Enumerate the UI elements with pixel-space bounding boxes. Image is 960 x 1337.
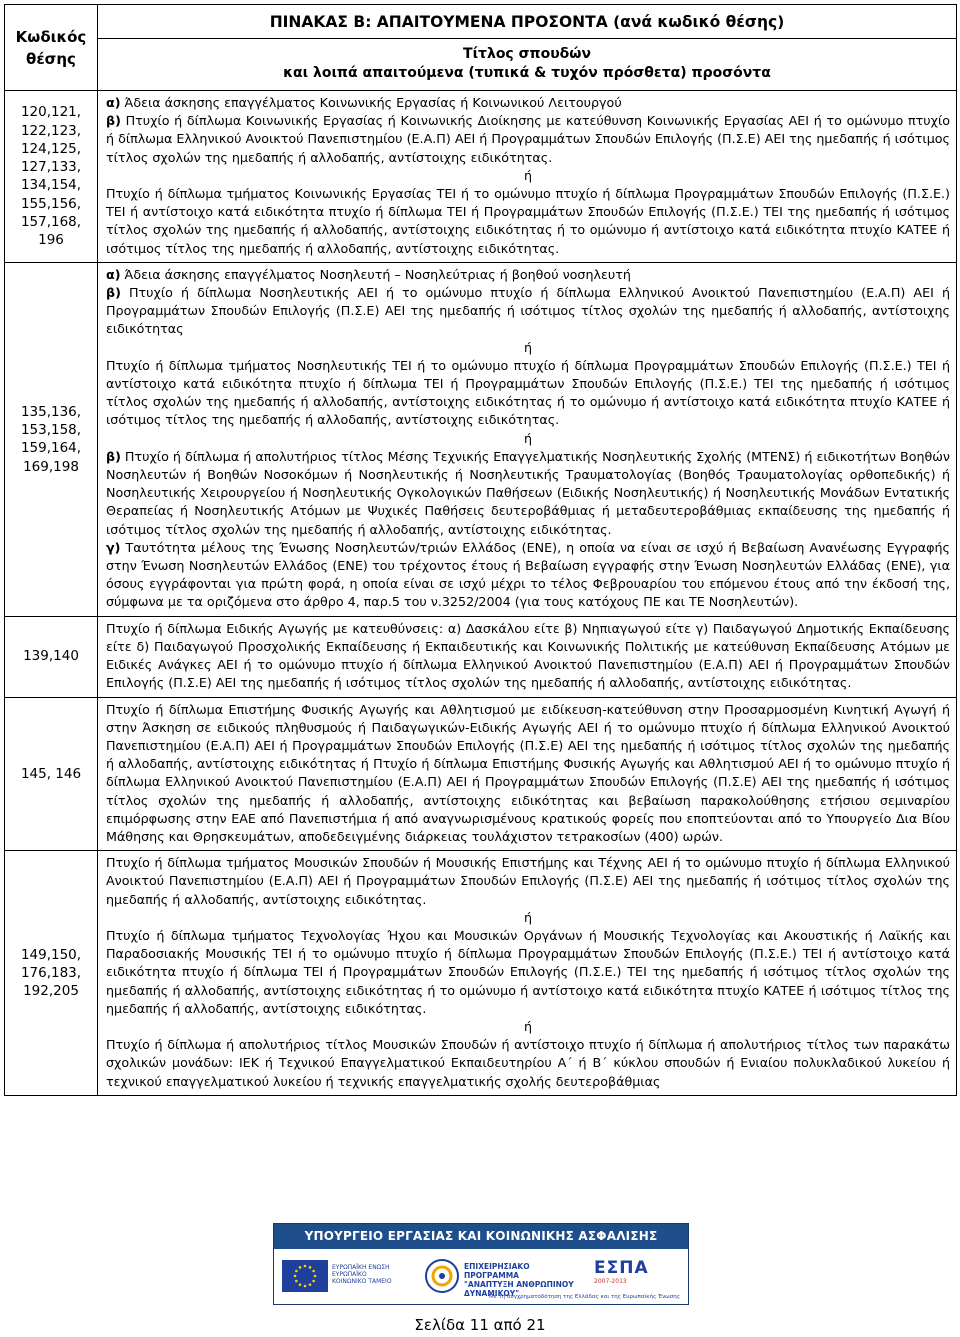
eu-star-icon <box>312 1280 315 1283</box>
qualification-text: Πτυχίο ή δίπλωμα τμήματος Μουσικών Σπουδών ή Μουσικής Επιστήμης και Τέχνης ΑΕΙ ή το ομώνυμο πτυχίο ή δίπλωμα Ελληνικού Ανοικτού Πανεπιστημίου (Ε.Α.Π) ΑΕΙ ή Προγραμμάτων Σπουδών Επιλογής (Π.Σ.Ε) ΑΕΙ της ημεδαπής ή ισότιμος τίτλος σχολών της ημεδαπής ή αλλοδαπής, αντίστοιχης ειδικότητας. <box>106 855 950 907</box>
cofunding-caption: Με τη συγχρηματοδότηση της Ελλάδας και της Ευρωπαϊκής Ένωσης <box>489 1294 680 1300</box>
eu-star-icon <box>309 1266 312 1269</box>
qualification-paragraph <box>106 448 950 539</box>
eu-flag-icon <box>282 1260 328 1292</box>
code-header-line1: Κωδικός <box>15 27 87 46</box>
qualifications-cell <box>98 616 957 697</box>
table-row <box>5 697 957 851</box>
eu-star-icon <box>304 1265 307 1268</box>
qualification-paragraph <box>106 854 950 909</box>
operational-programme-logo-icon <box>424 1258 460 1294</box>
qualification-text: Πτυχίο ή δίπλωμα ή απολυτήριος τίτλος Μέσης Τεχνικής Επαγγελματικής Νοσηλευτικής Σχολής (ΜΤΕΝΣ) ή ειδικοτήτων Βοηθών Νοσηλευτών ή Βοηθών Νοσοκόμων ή Νοσηλευτικής ή Νοσηλευτικής Τραυματολογίας (Βοηθός Τραυματολογίας ορθοπεδικής) ή Νοσηλευτικής Χειρουργείου ή Νοσηλευτικής Ογκολογικών Παθήσεων (Ειδικής Νοσηλευτικής) ή Νοσηλευτικής Μονάδων Εντατικής Θεραπείας ή Νοσηλευτικής Ατόμων με Ψυχικές Παθήσεις δευτεροβάθμιας ή μεταδευτεροβάθμιας εκπαίδευσης της ημεδαπής ή ισότιμος τίτλος σχολών της ημεδαπής ή αλλοδαπής, αντίστοιχης ειδικότητας. <box>106 448 950 537</box>
position-codes: 120,121, 122,123, 124,125, 127,133, 134,154, 155,156, 157,168, 196 <box>5 91 98 263</box>
espa-years: 2007-2013 <box>594 1278 627 1285</box>
or-separator: ή <box>523 1018 533 1034</box>
qualification-text: Άδεια άσκησης επαγγέλματος Κοινωνικής Εργασίας ή Κοινωνικού Λειτουργού <box>120 95 622 110</box>
qualifications-cell <box>98 851 957 1096</box>
eu-star-icon <box>299 1266 302 1269</box>
funding-banner <box>273 1223 689 1305</box>
item-marker: β) <box>106 448 121 464</box>
qualifications-column-header <box>98 39 957 91</box>
op-line2: "ΑΝΑΠΤΥΞΗ ΑΝΘΡΩΠΙΝΟΥ ΔΥΝΑΜΙΚΟΥ" <box>464 1280 574 1298</box>
eu-star-icon <box>299 1283 302 1286</box>
qualification-paragraph <box>106 185 950 258</box>
eu-star-icon <box>294 1275 297 1278</box>
position-codes: 135,136, 153,158, 159,164, 169,198 <box>5 262 98 616</box>
qualification-paragraph <box>106 927 950 1018</box>
item-marker: β) <box>106 113 121 129</box>
qualifications-cell <box>98 262 957 616</box>
position-codes: 145, 146 <box>5 697 98 851</box>
qualifications-cell <box>98 697 957 851</box>
qualification-text: Πτυχίο ή δίπλωμα Επιστήμης Φυσικής Αγωγής και Αθλητισμού με ειδίκευση-κατεύθυνση στην Προσαρμοσμένη Κινητική Αγωγή ή στην Άσκηση σε ειδικούς πληθυσμούς ή Παιδαγωγικών-Ειδικής Αγωγής ΑΕΙ ή το ομώνυμο πτυχίο ή δίπλωμα Ελληνικού Ανοικτού Πανεπιστημίου (Ε.Α.Π) ΑΕΙ ή Προγραμμάτων Σπουδών Επιλογής (Π.Σ.Ε) ΑΕΙ της ημεδαπής ή ισότιμος τίτλος σχολών της ημεδαπής ή αλλοδαπής, αντίστοιχης ειδικότητας ή Πτυχίο ή δίπλωμα Επιστήμης Φυσικής Αγωγής και Αθλητισμού ΑΕΙ ή το ομώνυμο πτυχίο ή δίπλωμα Ελληνικού Ανοικτού Πανεπιστημίου (Ε.Α.Π) ΑΕΙ ή Προγραμμάτων Σπουδών Επιλογής (Π.Σ.Ε) ΑΕΙ της ημεδαπής ή ισότιμος τίτλος σχολών της ημεδαπής ή αλλοδαπής, αντίστοιχης ειδικότητας και βεβαίωση παρακολούθησης ετήσιου σεμιναρίου επιμόρφωσης στην ΕΑΕ από Πανεπιστήμια ή από αναγνωρισμένους κρατικούς φορείς που εποπτεύονται από το Υπουργείο Δια Βίου Μάθησης και Θρησκευμάτων, αποδεδειγμένης διάρκειας τουλάχιστον τετρακοσίων (400) ωρών. <box>106 701 950 844</box>
op-line1: ΕΠΙΧΕΙΡΗΣΙΑΚΟ ΠΡΟΓΡΑΜΜΑ <box>464 1262 530 1280</box>
qualification-text: Πτυχίο ή δίπλωμα ή απολυτήριος τίτλος Μουσικών Σπουδών ή αντίστοιχο πτυχίο ή δίπλωμα ή απολυτήριος τίτλος των παρακάτω σχολικών μονάδων: ΙΕΚ ή Τεχνικού Επαγγελματικού Εκπαιδευτηρίου Α΄ ή Β΄ κύκλου σπουδών ή Ενιαίου πολυκλαδικού λυκείου ή τεχνικού επαγγελματικού λυκείου ή τεχνικής επαγγελματικής σχολής δευτεροβάθμιας <box>106 1037 950 1089</box>
page-number: Σελίδα 11 από 21 <box>414 1316 546 1334</box>
qualifications-header-line1: Τίτλος σπουδών <box>463 46 591 62</box>
code-header-line2: θέσης <box>26 49 76 68</box>
eu-caption: ΕΥΡΩΠΑΪΚΗ ΕΝΩΣΗ ΕΥΡΩΠΑΪΚΟ ΚΟΙΝΩΝΙΚΟ ΤΑΜΕΙΟ <box>332 1264 392 1285</box>
table-row <box>5 262 957 616</box>
qualification-text: Πτυχίο ή δίπλωμα Ειδικής Αγωγής με κατευθύνσεις: α) Δασκάλου είτε β) Νηπιαγωγού είτε γ) Παιδαγωγού Δημοτικής Εκπαίδευσης είτε δ) Παιδαγωγού Προσχολικής Εκπαίδευσης ή Εκπαιδευτικής και Κοινωνικής Πολιτικής με κατεύθυνση Εκπαίδευσης Ατόμων με Ειδικές Ανάγκες ΑΕΙ ή το ομώνυμο πτυχίο ή δίπλωμα Ελληνικού Ανοικτού Πανεπιστημίου (Ε.Α.Π) ΑΕΙ ή Προγραμμάτων Σπουδών Επιλογής (Π.Σ.Ε) ΑΕΙ της ημεδαπής ή ισότιμος τίτλος σχολών της ημεδαπής ή αλλοδαπής, αντίστοιχης ειδικότητας. <box>106 620 950 691</box>
espa-word: ΕΣΠΑ <box>594 1258 649 1278</box>
eu-star-icon <box>304 1285 307 1288</box>
espa-logo <box>594 1258 680 1296</box>
qualification-text: Άδεια άσκησης επαγγέλματος Νοσηλευτή – Νοσηλεύτριας ή βοηθού νοσηλευτή <box>120 266 631 282</box>
qualification-paragraph <box>106 94 950 112</box>
requirements-table <box>4 4 957 1096</box>
qualification-paragraph <box>106 266 950 284</box>
qualification-text: Πτυχίο ή δίπλωμα τμήματος Νοσηλευτικής ΤΕΙ ή το ομώνυμο πτυχίο ή δίπλωμα Προγραμμάτων Σπουδών Επιλογής (Π.Σ.Ε.) ΤΕΙ ή αντίστοιχο κατά ειδικότητα πτυχίο ή δίπλωμα ΤΕΙ ή Προγραμμάτων Σπουδών Επιλογής (Π.Σ.Ε.) ΤΕΙ της ημεδαπής ή ισότιμος τίτλος σχολών της ημεδαπής ή αλλοδαπής, αντίστοιχης ειδικότητας ή το ομώνυμο ή αντίστοιχο κατά ειδικότητα πτυχίο ΚΑΤΕΕ ή ισότιμος τίτλος της ημεδαπής ή αλλοδαπής, αντίστοιχης ειδικότητας. <box>106 357 950 428</box>
qualification-paragraph <box>106 112 950 167</box>
item-marker: β) <box>106 285 121 301</box>
qualification-text: Πτυχίο ή δίπλωμα τμήματος Τεχνολογίας Ήχου και Μουσικών Οργάνων ή Μουσικής Τεχνολογίας και Ακουστικής ή Λαϊκής και Παραδοσιακής Μουσικής ΤΕΙ ή το ομώνυμο πτυχίο ή δίπλωμα Προγραμμάτων Σπουδών Επιλογής (Π.Σ.Ε.) ΤΕΙ ή αντίστοιχο κατά ειδικότητα πτυχίο ή δίπλωμα ΤΕΙ ή Προγραμμάτων Σπουδών Επιλογής (Π.Σ.Ε.) ΤΕΙ της ημεδαπής ή ισότιμος τίτλος σχολών της ημεδαπής ή αλλοδαπής, αντίστοιχης ειδικότητας ή το ομώνυμο ή αντίστοιχο κατά ειδικότητα πτυχίο ΚΑΤΕΕ ή ισότιμος τίτλος της ημεδαπής ή αλλοδαπής, αντίστοιχης ειδικότητας. <box>106 927 950 1016</box>
item-marker: γ) <box>106 539 121 555</box>
table-title: ΠΙΝΑΚΑΣ Β: ΑΠΑΙΤΟΥΜΕΝΑ ΠΡΟΣΟΝΤΑ (ανά κωδικό θέσης) <box>98 5 957 39</box>
table-row <box>5 91 957 263</box>
qualification-paragraph <box>106 620 950 693</box>
position-codes: 149,150, 176,183, 192,205 <box>5 851 98 1096</box>
qualification-paragraph <box>106 701 950 847</box>
qualifications-header-line2: και λοιπά απαιτούμενα (τυπικά & τυχόν πρόσθετα) προσόντα <box>283 65 771 81</box>
operational-programme-text <box>464 1262 584 1298</box>
eu-star-icon <box>312 1270 315 1273</box>
ministry-name: ΥΠΟΥΡΓΕΙΟ ΕΡΓΑΣΙΑΣ ΚΑΙ ΚΟΙΝΩΝΙΚΗΣ ΑΣΦΑΛΙΣΗΣ <box>274 1224 688 1249</box>
qualification-paragraph <box>106 539 950 612</box>
eu-star-icon <box>295 1270 298 1273</box>
eu-star-icon <box>295 1280 298 1283</box>
qualification-text: Ταυτότητα μέλους της Ένωσης Νοσηλευτών/τριών Ελλάδος (ΕΝΕ), η οποία να είναι σε ισχύ ή Βεβαίωση Ανανέωσης Εγγραφής στην Ένωση Νοσηλευτών Ελλάδος (ΕΝΕ) του τρέχοντος έτους ή Βεβαίωση εγγραφής στην Ένωση Νοσηλευτών Ελλάδας (ΕΝΕ), για όσους εγγράφονται για πρώτη φορά, η οποία είναι σε ισχύ μέχρι το τέλος Φεβρουαρίου του επόμενου έτους από την έκδοσή της, σύμφωνα με τα οριζόμενα στο άρθρο 4, παρ.5 του ν.3252/2004 (για τους κατόχους ΠΕ και ΤΕ Νοσηλευτών). <box>106 539 950 610</box>
qualification-paragraph <box>106 1036 950 1091</box>
qualification-text: Πτυχίο ή δίπλωμα τμήματος Κοινωνικής Εργασίας ΤΕΙ ή το ομώνυμο πτυχίο ή δίπλωμα Προγραμμάτων Σπουδών Επιλογής (Π.Σ.Ε.) ΤΕΙ ή αντίστοιχο κατά ειδικότητα πτυχίο ή δίπλωμα ΤΕΙ ή Προγραμμάτων Σπουδών Επιλογής (Π.Σ.Ε.) ΤΕΙ της ημεδαπής ή ισότιμος τίτλος σχολών της ημεδαπής ή αλλοδαπής, αντίστοιχης ειδικότητας ή το ομώνυμο ή αντίστοιχο κατά ειδικότητα πτυχίο ΚΑΤΕΕ ή ισότιμος τίτλος της ημεδαπής ή αλλοδαπής, αντίστοιχης ειδικότητας. <box>106 186 950 256</box>
item-marker: α) <box>106 266 121 282</box>
eu-star-icon <box>314 1275 317 1278</box>
qualification-text: Πτυχίο ή δίπλωμα Κοινωνικής Εργασίας ή Κοινωνικής Διοίκησης με κατεύθυνση Κοινωνικής Εργασίας ΑΕΙ ή το ομώνυμο πτυχίο ή δίπλωμα Ελληνικού Ανοικτού Πανεπιστημίου (Ε.Α.Π) ΑΕΙ ή Προγραμμάτων Σπουδών Επιλογής (Π.Σ.Ε) ΑΕΙ της ημεδαπής ή ισότιμος τίτλος σχολών της ημεδαπής ή αλλοδαπής, αντίστοιχης ειδικότητας. <box>106 113 950 165</box>
qualifications-cell <box>98 91 957 263</box>
logos-strip <box>274 1254 688 1300</box>
item-marker: α) <box>106 95 121 110</box>
qualification-paragraph <box>106 357 950 430</box>
or-separator: ή <box>523 430 533 446</box>
qualification-paragraph <box>106 284 950 339</box>
or-separator: ή <box>523 339 533 355</box>
position-codes: 139,140 <box>5 616 98 697</box>
or-separator: ή <box>523 909 533 925</box>
eu-star-icon <box>309 1283 312 1286</box>
code-column-header <box>5 5 98 91</box>
qualification-text: Πτυχίο ή δίπλωμα Νοσηλευτικής ΑΕΙ ή το ομώνυμο πτυχίο ή δίπλωμα Ελληνικού Ανοικτού Πανεπιστημίου (Ε.Α.Π) ΑΕΙ ή Προγραμμάτων Σπουδών Επιλογής (Π.Σ.Ε) ΑΕΙ της ημεδαπής ή ισότιμος τίτλος σχολών της ημεδαπής ή αλλοδαπής, αντίστοιχης ειδικότητας <box>106 285 950 337</box>
or-separator: ή <box>523 167 533 183</box>
table-row <box>5 851 957 1096</box>
table-row <box>5 616 957 697</box>
